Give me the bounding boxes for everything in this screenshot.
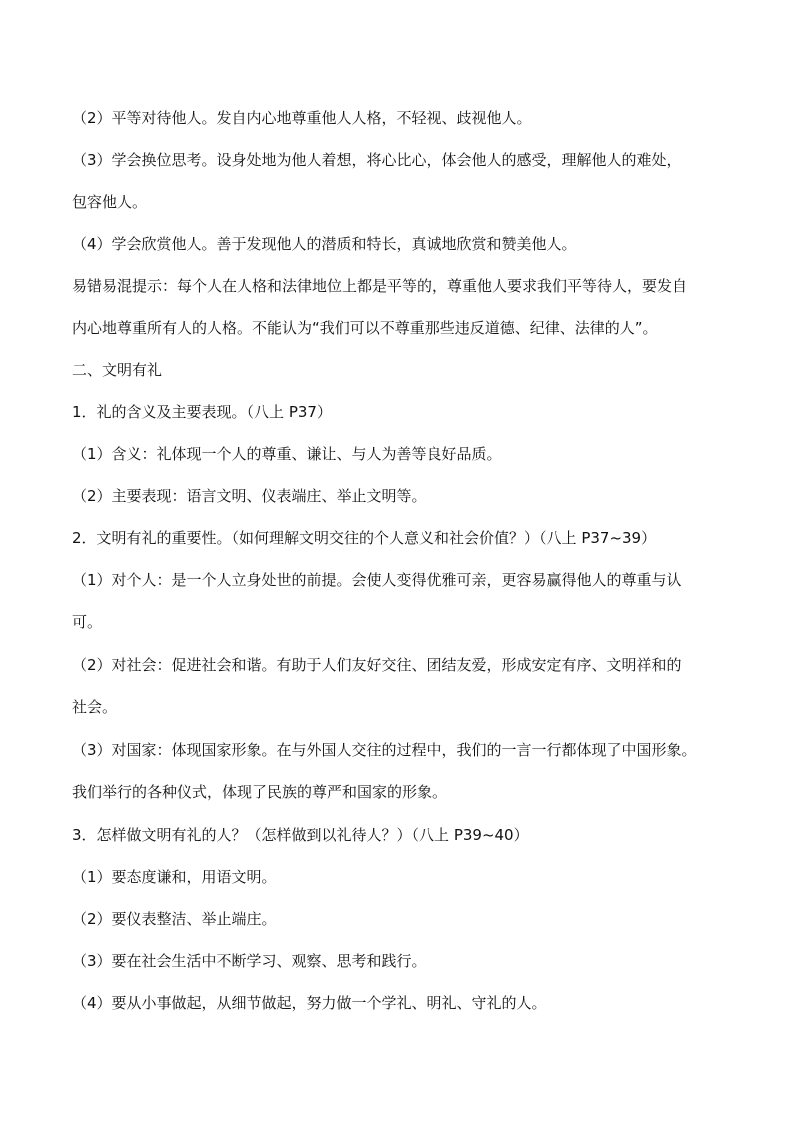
text-line-6: 内心地尊重所有人的人格。不能认为“我们可以不尊重那些违反道德、纪律、法律的人”。 (72, 319, 658, 337)
text-line-20: （2）要仪表整洁、举止端庄。 (72, 910, 277, 928)
text-line-19: （1）要态度谦和，用语文明。 (72, 868, 277, 886)
text-line-14: （2）对社会：促进社会和谐。有助于人们友好交往、团结友爱，形成安定有序、文明祥和的 (72, 656, 682, 674)
text-line-4: （4）学会欣赏他人。善于发现他人的潜质和特长，真诚地欣赏和赞美他人。 (72, 235, 577, 253)
text-line-21: （3）要在社会生活中不断学习、观察、思考和践行。 (72, 952, 427, 970)
text-line-15: 社会。 (72, 698, 118, 716)
text-line-9: （1）含义：礼体现一个人的尊重、谦让、与人为善等良好品质。 (72, 445, 502, 463)
text-line-5: 易错易混提示：每个人在人格和法律地位上都是平等的，尊重他人要求我们平等待人，要发自 (72, 277, 688, 295)
text-line-10: （2）主要表现：语言文明、仪表端庄、举止文明等。 (72, 487, 427, 505)
text-line-17: 我们举行的各种仪式，体现了民族的尊严和国家的形象。 (72, 783, 448, 801)
text-line-16: （3）对国家：体现国家形象。在与外国人交往的过程中，我们的一言一行都体现了中国形象。 (72, 741, 697, 759)
section-heading-2: 二、文明有礼 (72, 361, 163, 379)
text-line-22: （4）要从小事做起，从细节做起，努力做一个学礼、明礼、守礼的人。 (72, 994, 547, 1012)
text-line-12: （1）对个人：是一个人立身处世的前提。会使人变得优雅可亲，更容易赢得他人的尊重与认 (72, 571, 682, 589)
subheading-1: 1．礼的含义及主要表现。（八上 P37） (72, 403, 332, 421)
text-line-13: 可。 (72, 613, 103, 631)
text-line-2: （3）学会换位思考。设身处地为他人着想，将心比心，体会他人的感受，理解他人的难处， (72, 151, 682, 169)
subheading-2: 2．文明有礼的重要性。（如何理解文明交往的个人意义和社会价值？）（八上 P37~39） (72, 529, 657, 547)
text-line-1: （2）平等对待他人。发自内心地尊重他人人格，不轻视、歧视他人。 (72, 109, 532, 127)
text-line-3: 包容他人。 (72, 193, 148, 211)
subheading-3: 3．怎样做文明有礼的人？（怎样做到以礼待人？）（八上 P39~40） (72, 826, 529, 844)
